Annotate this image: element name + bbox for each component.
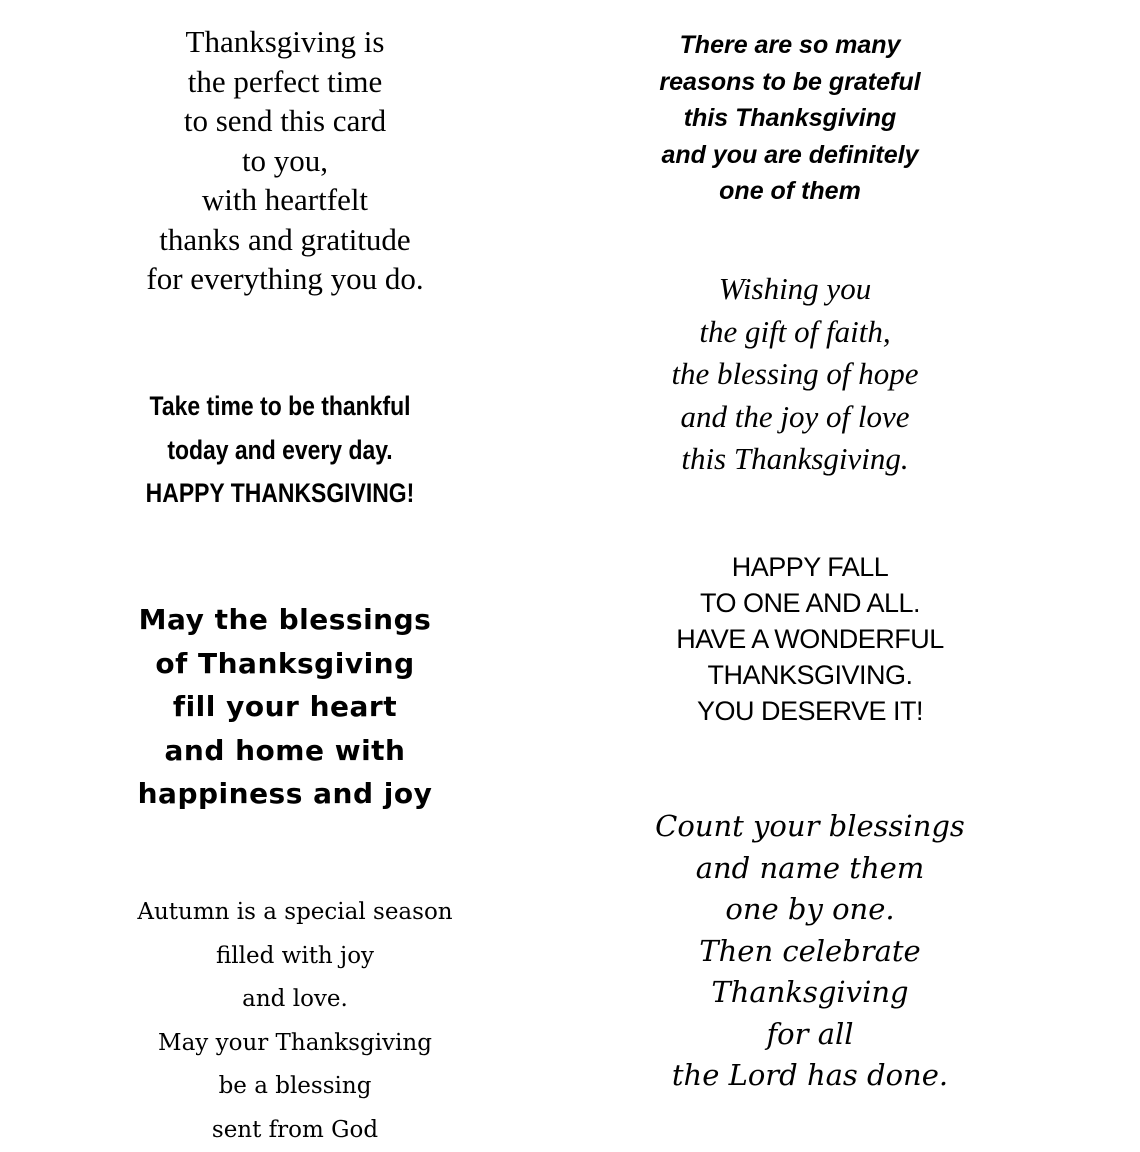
verse-may-the-blessings	[90, 598, 480, 816]
verse-line: for all	[610, 1014, 1010, 1056]
verse-line: to you,	[100, 141, 470, 181]
verse-line: May the blessings	[90, 598, 480, 642]
verse-count-your-blessings	[610, 806, 1010, 1097]
verse-line: YOU DESERVE IT!	[610, 693, 1010, 729]
verse-line: Thanksgiving	[610, 972, 1010, 1014]
verse-line: to send this card	[100, 101, 470, 141]
verse-line: be a blessing	[100, 1065, 490, 1109]
verse-line: HAPPY THANKSGIVING!	[119, 472, 442, 516]
verse-line: THANKSGIVING.	[610, 657, 1010, 693]
verse-line: fill your heart	[90, 685, 480, 729]
verse-line: May your Thanksgiving	[100, 1022, 490, 1066]
verse-line: HAVE A WONDERFUL	[610, 621, 1010, 657]
verse-line: one of them	[600, 173, 980, 210]
verse-line: this Thanksgiving	[600, 100, 980, 137]
verse-line: of Thanksgiving	[90, 642, 480, 686]
verse-autumn-special-season	[100, 891, 490, 1152]
verse-line: and the joy of love	[600, 396, 990, 439]
verse-line: filled with joy	[100, 935, 490, 979]
verse-line: today and every day.	[119, 429, 442, 473]
verse-thanksgiving-card	[100, 22, 470, 299]
verse-line: thanks and gratitude	[100, 220, 470, 260]
verse-line: and you are definitely	[600, 137, 980, 174]
verse-line: Count your blessings	[610, 806, 1010, 848]
verse-line: Autumn is a special season	[100, 891, 490, 935]
verse-line: Then celebrate	[610, 931, 1010, 973]
verse-line: HAPPY FALL	[610, 549, 1010, 585]
verse-line: There are so many	[600, 27, 980, 64]
verse-line: and love.	[100, 978, 490, 1022]
verse-line: reasons to be grateful	[600, 64, 980, 101]
verse-line: Thanksgiving is	[100, 22, 470, 62]
verse-line: and name them	[610, 848, 1010, 890]
verse-line: the blessing of hope	[600, 353, 990, 396]
verse-so-many-reasons	[600, 27, 980, 210]
verse-line: the perfect time	[100, 62, 470, 102]
verse-take-time	[119, 385, 442, 516]
verse-line: for everything you do.	[100, 259, 470, 299]
verse-line: Take time to be thankful	[119, 385, 442, 429]
verse-line: TO ONE AND ALL.	[610, 585, 1010, 621]
verse-line: this Thanksgiving.	[600, 438, 990, 481]
verse-line: and home with	[90, 729, 480, 773]
verse-wishing-you	[600, 268, 990, 481]
verse-line: one by one.	[610, 889, 1010, 931]
verse-line: the gift of faith,	[600, 311, 990, 354]
verse-happy-fall	[610, 549, 1010, 729]
verse-line: Wishing you	[600, 268, 990, 311]
verse-line: with heartfelt	[100, 180, 470, 220]
verse-line: the Lord has done.	[610, 1055, 1010, 1097]
verse-line: sent from God	[100, 1109, 490, 1152]
verse-line: happiness and joy	[90, 772, 480, 816]
